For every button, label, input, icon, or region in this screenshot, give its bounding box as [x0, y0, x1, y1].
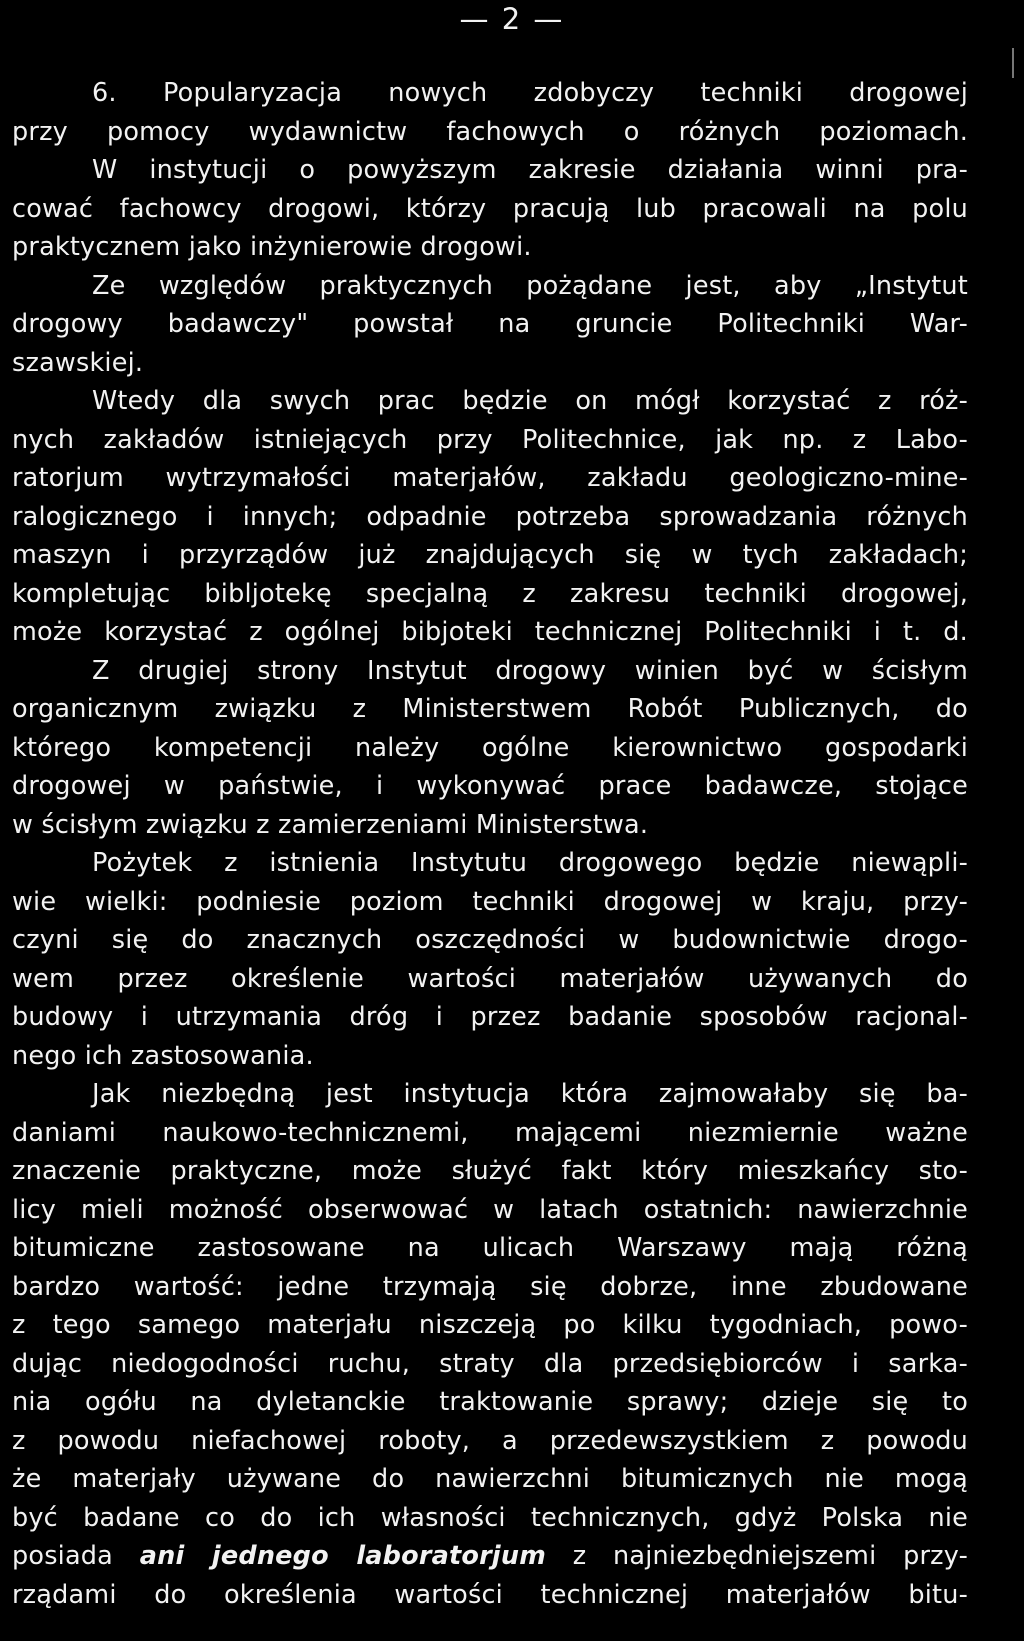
text-line: Ze względów praktycznych pożądane jest, aby „Instytut: [92, 270, 968, 301]
emphasized-text: ani jednego laboratorjum: [139, 1541, 546, 1571]
text-line: bardzo wartość: jedne trzymają się dobrze, inne zbudowane: [12, 1271, 968, 1302]
text-line: budowy i utrzymania dróg i przez badanie sposobów racjonal-: [12, 1002, 968, 1032]
text-line: Jak niezbędną jest instytucja która zajmowałaby się ba-: [92, 1079, 968, 1109]
text-line: kompletując bibljotekę specjalną z zakresu techniki drogowej,: [12, 578, 968, 609]
text-line: może korzystać z ogólnej bibjoteki technicznej Politechniki i t. d.: [12, 617, 968, 647]
scan-mark: [1012, 48, 1014, 78]
text-segment: z najniezbędniejszemi przy-: [546, 1541, 969, 1571]
text-line: być badane co do ich własności technicznych, gdyż Polska nie: [12, 1502, 968, 1533]
text-line: drogowy badawczy" powstał na gruncie Politechniki War-: [12, 309, 968, 339]
text-line: przy pomocy wydawnictw fachowych o różnych poziomach.: [12, 116, 968, 147]
text-line: wem przez określenie wartości materjałów używanych do: [12, 963, 968, 994]
text-line: nych zakładów istniejących przy Politechnice, jak np. z Labo-: [12, 424, 968, 455]
text-line: że materjały używane do nawierzchni bitumicznych nie mogą: [12, 1464, 968, 1494]
text-line: 6. Popularyzacja nowych zdobyczy techniki drogowej: [92, 78, 968, 108]
text-line: ratorjum wytrzymałości materjałów, zakładu geologiczno-mine-: [12, 463, 968, 493]
text-line: maszyn i przyrządów już znajdujących się w tych zakładach;: [12, 540, 968, 570]
text-line: daniami naukowo-technicznemi, mającemi niezmiernie ważne: [12, 1117, 968, 1148]
text-line: którego kompetencji należy ogólne kierownictwo gospodarki: [12, 732, 968, 763]
page-number: — 2 —: [459, 2, 565, 36]
body-text: [12, 74, 968, 1614]
text-line: rządami do określenia wartości technicznej materjałów bitu-: [12, 1579, 968, 1610]
text-line: nia ogółu na dyletanckie traktowanie sprawy; dzieje się to: [12, 1387, 968, 1417]
text-line: praktycznem jako inżynierowie drogowi.: [12, 232, 532, 262]
text-line: cować fachowcy drogowi, którzy pracują lub pracowali na polu: [12, 193, 968, 224]
text-line: wie wielki: podniesie poziom techniki drogowej w kraju, przy-: [12, 886, 968, 917]
text-line: drogowej w państwie, i wykonywać prace badawcze, stojące: [12, 771, 968, 801]
text-line: dując niedogodności ruchu, straty dla przedsiębiorców i sarka-: [12, 1348, 968, 1379]
text-line: bitumiczne zastosowane na ulicach Warszawy mają różną: [12, 1233, 968, 1263]
text-line: znaczenie praktyczne, może służyć fakt który mieszkańcy sto-: [12, 1156, 968, 1186]
text-line: z powodu niefachowej roboty, a przedewszystkiem z powodu: [12, 1425, 968, 1456]
text-line: szawskiej.: [12, 347, 144, 378]
text-line: organicznym związku z Ministerstwem Robót Publicznych, do: [12, 694, 968, 724]
text-line: W instytucji o powyższym zakresie działania winni pra-: [92, 155, 968, 185]
text-line: Wtedy dla swych prac będzie on mógł korzystać z róż-: [92, 386, 968, 416]
text-line: nego ich zastosowania.: [12, 1040, 314, 1071]
text-line: Pożytek z istnienia Instytutu drogowego będzie niewąpli-: [92, 848, 968, 878]
text-line: czyni się do znacznych oszczędności w budownictwie drogo-: [12, 925, 968, 955]
text-line: z tego samego materjału niszczeją po kilku tygodniach, powo-: [12, 1310, 968, 1340]
text-segment: posiada: [12, 1541, 140, 1571]
text-line: ralogicznego i innych; odpadnie potrzeba sprowadzania różnych: [12, 501, 968, 532]
text-line: w ścisłym związku z zamierzeniami Ministerstwa.: [12, 809, 649, 840]
text-line: [12, 1537, 968, 1576]
text-line: licy mieli możność obserwować w latach ostatnich: nawierzchnie: [12, 1194, 968, 1225]
text-line: Z drugiej strony Instytut drogowy winien być w ścisłym: [92, 655, 968, 686]
